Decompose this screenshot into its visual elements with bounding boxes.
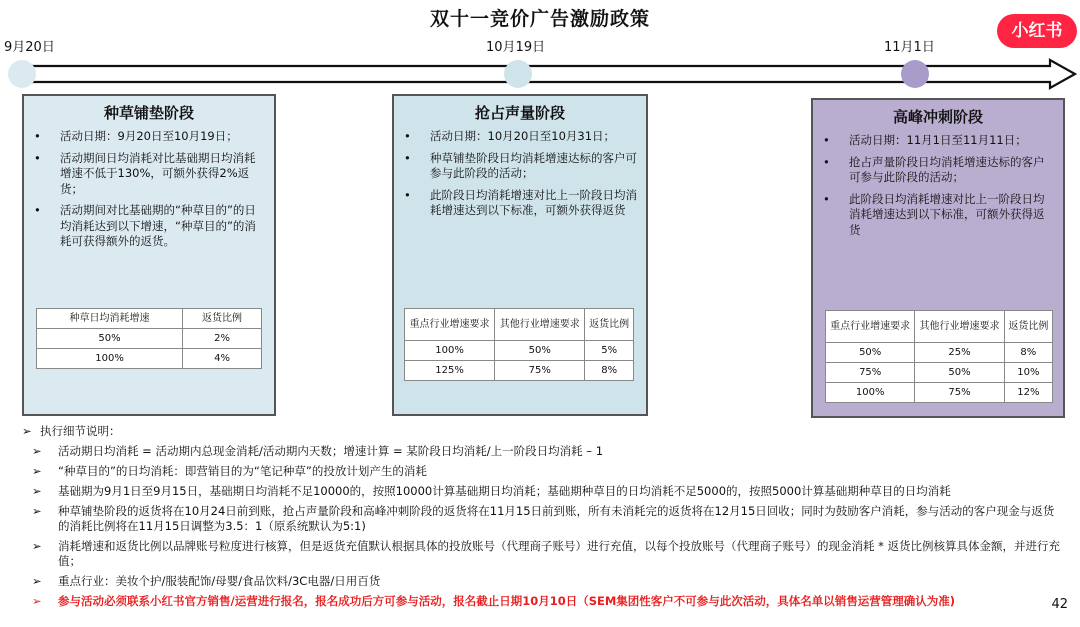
table-header: 重点行业增速要求 [826, 311, 915, 343]
phase-bullet: • 活动日期：10月20日至10月31日； [404, 129, 638, 145]
phase-bullet: • 活动期间日均消耗对比基础期日均消耗增速不低于130%，可额外获得2%返货； [34, 151, 266, 198]
timeline-arrow [0, 52, 1080, 96]
table-cell: 75% [826, 363, 915, 383]
timeline-date-start: 9月20日 [4, 40, 55, 55]
xiaohongshu-logo: 小红书 [997, 14, 1077, 48]
timeline-date-mid: 10月19日 [486, 40, 546, 55]
arrow-bullet-icon: ➢ [32, 484, 42, 498]
phase-card-peak [811, 98, 1065, 418]
table-cell: 125% [405, 361, 495, 381]
table-cell: 100% [37, 349, 183, 369]
table-cell: 50% [826, 343, 915, 363]
details-item: ➢ 活动期日均消耗 = 活动期内总现金消耗/活动期内天数；增速计算 = 某阶段日均消耗/上一阶段日均消耗 – 1 [32, 444, 604, 458]
details-item: ➢ 种草铺垫阶段的返货将在10月24日前到账，抢占声量阶段和高峰冲刺阶段的返货将在11月15日前到账，所有未消耗完的返货将在12月15日回收；同时为鼓励客户消耗，参与活动的客户现金与返货的消耗比例将在11月15日调整为3.5：1（原系统默认为5:1) [32, 504, 1055, 533]
arrow-bullet-icon: ➢ [32, 539, 42, 553]
phase-card-voice [392, 94, 648, 416]
timeline-date-end: 11月1日 [884, 40, 935, 55]
phase-bullet: • 此阶段日均消耗增速对比上一阶段日均消耗增速达到以下标准，可额外获得返货 [404, 188, 638, 219]
phase-bullet: • 种草铺垫阶段日均消耗增速达标的客户可参与此阶段的活动； [404, 151, 638, 182]
table-cell: 8% [585, 361, 634, 381]
details-item: ➢ “种草目的”的日均消耗：即营销目的为“笔记种草”的投放计划产生的消耗 [32, 464, 427, 478]
phase-bullet: • 此阶段日均消耗增速对比上一阶段日均消耗增速达到以下标准，可额外获得返货 [823, 192, 1055, 239]
details-item: ➢ 消耗增速和返货比例以品牌账号粒度进行核算，但是返货充值默认根据具体的投放账号（代理商子账号）进行充值，以每个投放账号（代理商子账号）的现金消耗 * 返货比例核算具体金额，并进行充值； [32, 539, 1061, 568]
phase-bullet: • 活动日期：11月1日至11月11日； [823, 133, 1055, 149]
table-header: 返货比例 [1004, 311, 1052, 343]
table-cell: 25% [915, 343, 1004, 363]
arrow-bullet-icon: ➢ [32, 504, 42, 518]
phase-bullet: • 抢占声量阶段日均消耗增速达标的客户可参与此阶段的活动； [823, 155, 1055, 186]
rebate-table [825, 310, 1053, 403]
table-cell: 50% [37, 329, 183, 349]
phase-bullet: • 活动日期：9月20日至10月19日； [34, 129, 266, 145]
table-cell: 8% [1004, 343, 1052, 363]
arrow-bullet-icon: ➢ [32, 444, 42, 458]
arrow-bullet-icon: ➢ [32, 594, 42, 608]
table-header: 重点行业增速要求 [405, 309, 495, 341]
page-title: 双十一竞价广告激励政策 [429, 8, 650, 30]
table-header: 返货比例 [585, 309, 634, 341]
table-cell: 4% [183, 349, 262, 369]
phase-title: 种草铺垫阶段 [103, 104, 194, 122]
timeline-dot-end [901, 60, 929, 88]
details-heading: ➢ 执行细节说明： [22, 424, 121, 438]
rebate-table [36, 308, 262, 369]
phase-bullet-list [394, 129, 646, 219]
details-notice: ➢ 参与活动必须联系小红书官方销售/运营进行报名，报名成功后方可参与活动，报名截止日期10月10日（SEM集团性客户不可参与此次活动，具体名单以销售运营管理确认为准) [32, 594, 956, 608]
table-header: 其他行业增速要求 [915, 311, 1004, 343]
arrow-bullet-icon: ➢ [32, 464, 42, 478]
phase-card-seeding [22, 94, 276, 416]
table-cell: 75% [915, 383, 1004, 403]
table-header: 种草日均消耗增速 [37, 309, 183, 329]
table-cell: 12% [1004, 383, 1052, 403]
phase-title: 抢占声量阶段 [474, 104, 565, 122]
table-cell: 2% [183, 329, 262, 349]
rebate-table [404, 308, 634, 381]
table-cell: 5% [585, 341, 634, 361]
phase-bullet-list [24, 129, 274, 250]
table-header: 返货比例 [183, 309, 262, 329]
table-cell: 100% [826, 383, 915, 403]
table-cell: 75% [495, 361, 585, 381]
page-number: 42 [1051, 597, 1068, 612]
phase-title: 高峰冲刺阶段 [892, 108, 983, 126]
table-cell: 50% [495, 341, 585, 361]
phase-bullet: • 活动期间对比基础期的“种草目的”的日均消耗达到以下增速，“种草目的”的消耗可获得额外的返货。 [34, 203, 266, 250]
table-header: 其他行业增速要求 [495, 309, 585, 341]
timeline-dot-mid [504, 60, 532, 88]
arrow-bullet-icon: ➢ [32, 574, 42, 588]
details-item: ➢ 基础期为9月1日至9月15日，基础期日均消耗不足10000的，按照10000计算基础期日均消耗；基础期种草目的日均消耗不足5000的，按照5000计算基础期种草目的日均消耗 [32, 484, 951, 498]
arrow-bullet-icon: ➢ [22, 424, 32, 438]
details-item: ➢ 重点行业：美妆个护/服装配饰/母婴/食品饮料/3C电器/日用百货 [32, 574, 381, 588]
phase-bullet-list [813, 133, 1063, 238]
timeline-dot-start [8, 60, 36, 88]
table-cell: 50% [915, 363, 1004, 383]
table-cell: 100% [405, 341, 495, 361]
table-cell: 10% [1004, 363, 1052, 383]
execution-details-list [22, 424, 1062, 614]
